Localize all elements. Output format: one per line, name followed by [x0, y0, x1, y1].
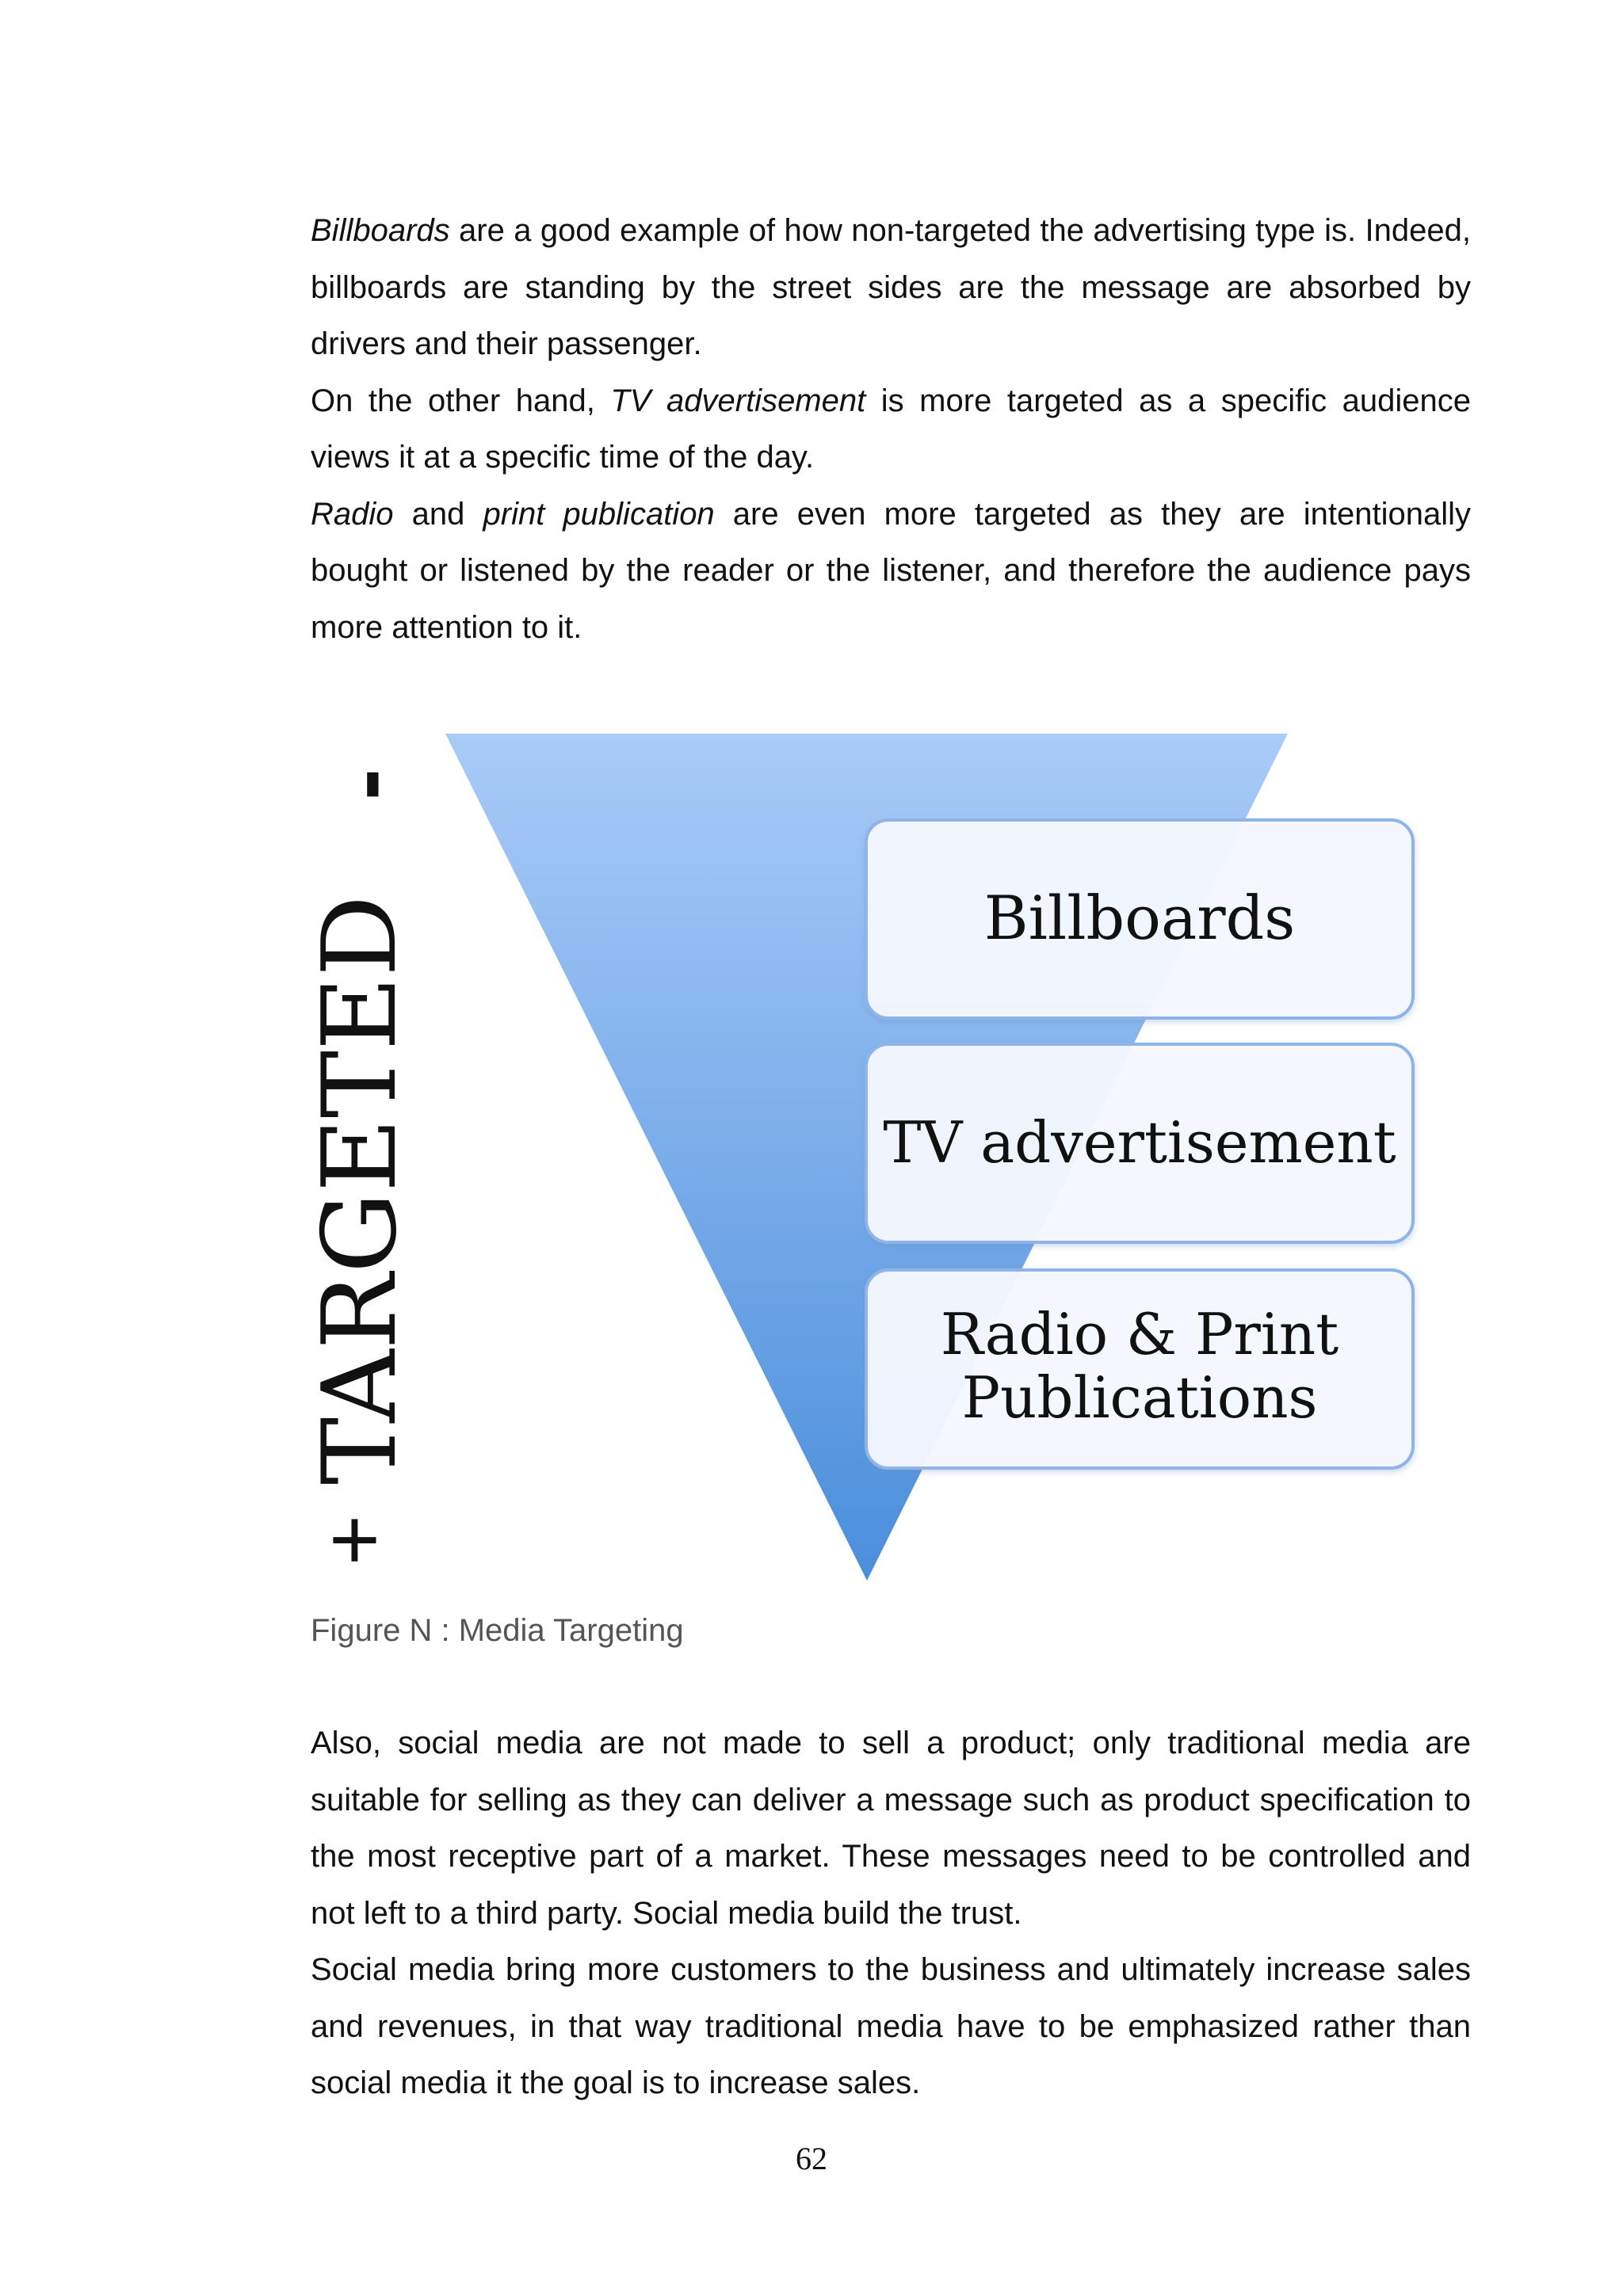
paragraph-text: are even more targeted as they are intentionally bought or listened by the reader or the listener, and therefore the audience pays more attention to it.: [311, 496, 1472, 645]
emphasis-billboards: Billboards: [311, 213, 450, 248]
emphasis-radio: Radio: [311, 496, 394, 532]
box-radio-print: [866, 1270, 1413, 1468]
plus-sign: +: [305, 1514, 403, 1566]
paragraph-text: are a good example of how non-targeted the advertising type is. Indeed, billboards are standing by the street sides are the message are absorbed by drivers and their passenger.: [311, 213, 1471, 361]
box-label-radio-print: Radio & Print: [940, 1301, 1339, 1367]
emphasis-print: print publication: [483, 496, 715, 532]
figure-caption: Figure N : Media Targeting: [311, 1613, 684, 1648]
box-label-publications: Publications: [961, 1364, 1318, 1431]
emphasis-tv: TV advertisement: [610, 383, 866, 418]
targeted-axis-label: TARGETED: [301, 894, 419, 1486]
paragraph-social-media-sell: Also, social media are not made to sell a product; only traditional media are suitable for selling as they can deliver a message such as product specification to the most receptive part of a market. These messages need to be controlled and not left to a third party. Social media build the trust.: [311, 1726, 1471, 1931]
body-text-bottom: [311, 1715, 1471, 2112]
paragraph-text: and: [393, 496, 483, 532]
page-number: 62: [796, 2141, 827, 2176]
box-tv-advertisement: [866, 1044, 1413, 1242]
box-label-billboards: Billboards: [983, 883, 1296, 953]
paragraph-text: On the other hand,: [311, 383, 611, 418]
paragraph-social-media-customers: Social media bring more customers to the business and ultimately increase sales and revenues, in that way traditional media have to be emphasized rather than social media it the goal is to increase sales.: [311, 1952, 1471, 2100]
box-label-tv-advertisement: TV advertisement: [883, 1109, 1396, 1176]
box-billboards: [866, 820, 1413, 1018]
paragraph-text: is more targeted as a specific audience views it at a specific time of the day.: [311, 383, 1471, 475]
minus-sign: -: [311, 769, 418, 800]
